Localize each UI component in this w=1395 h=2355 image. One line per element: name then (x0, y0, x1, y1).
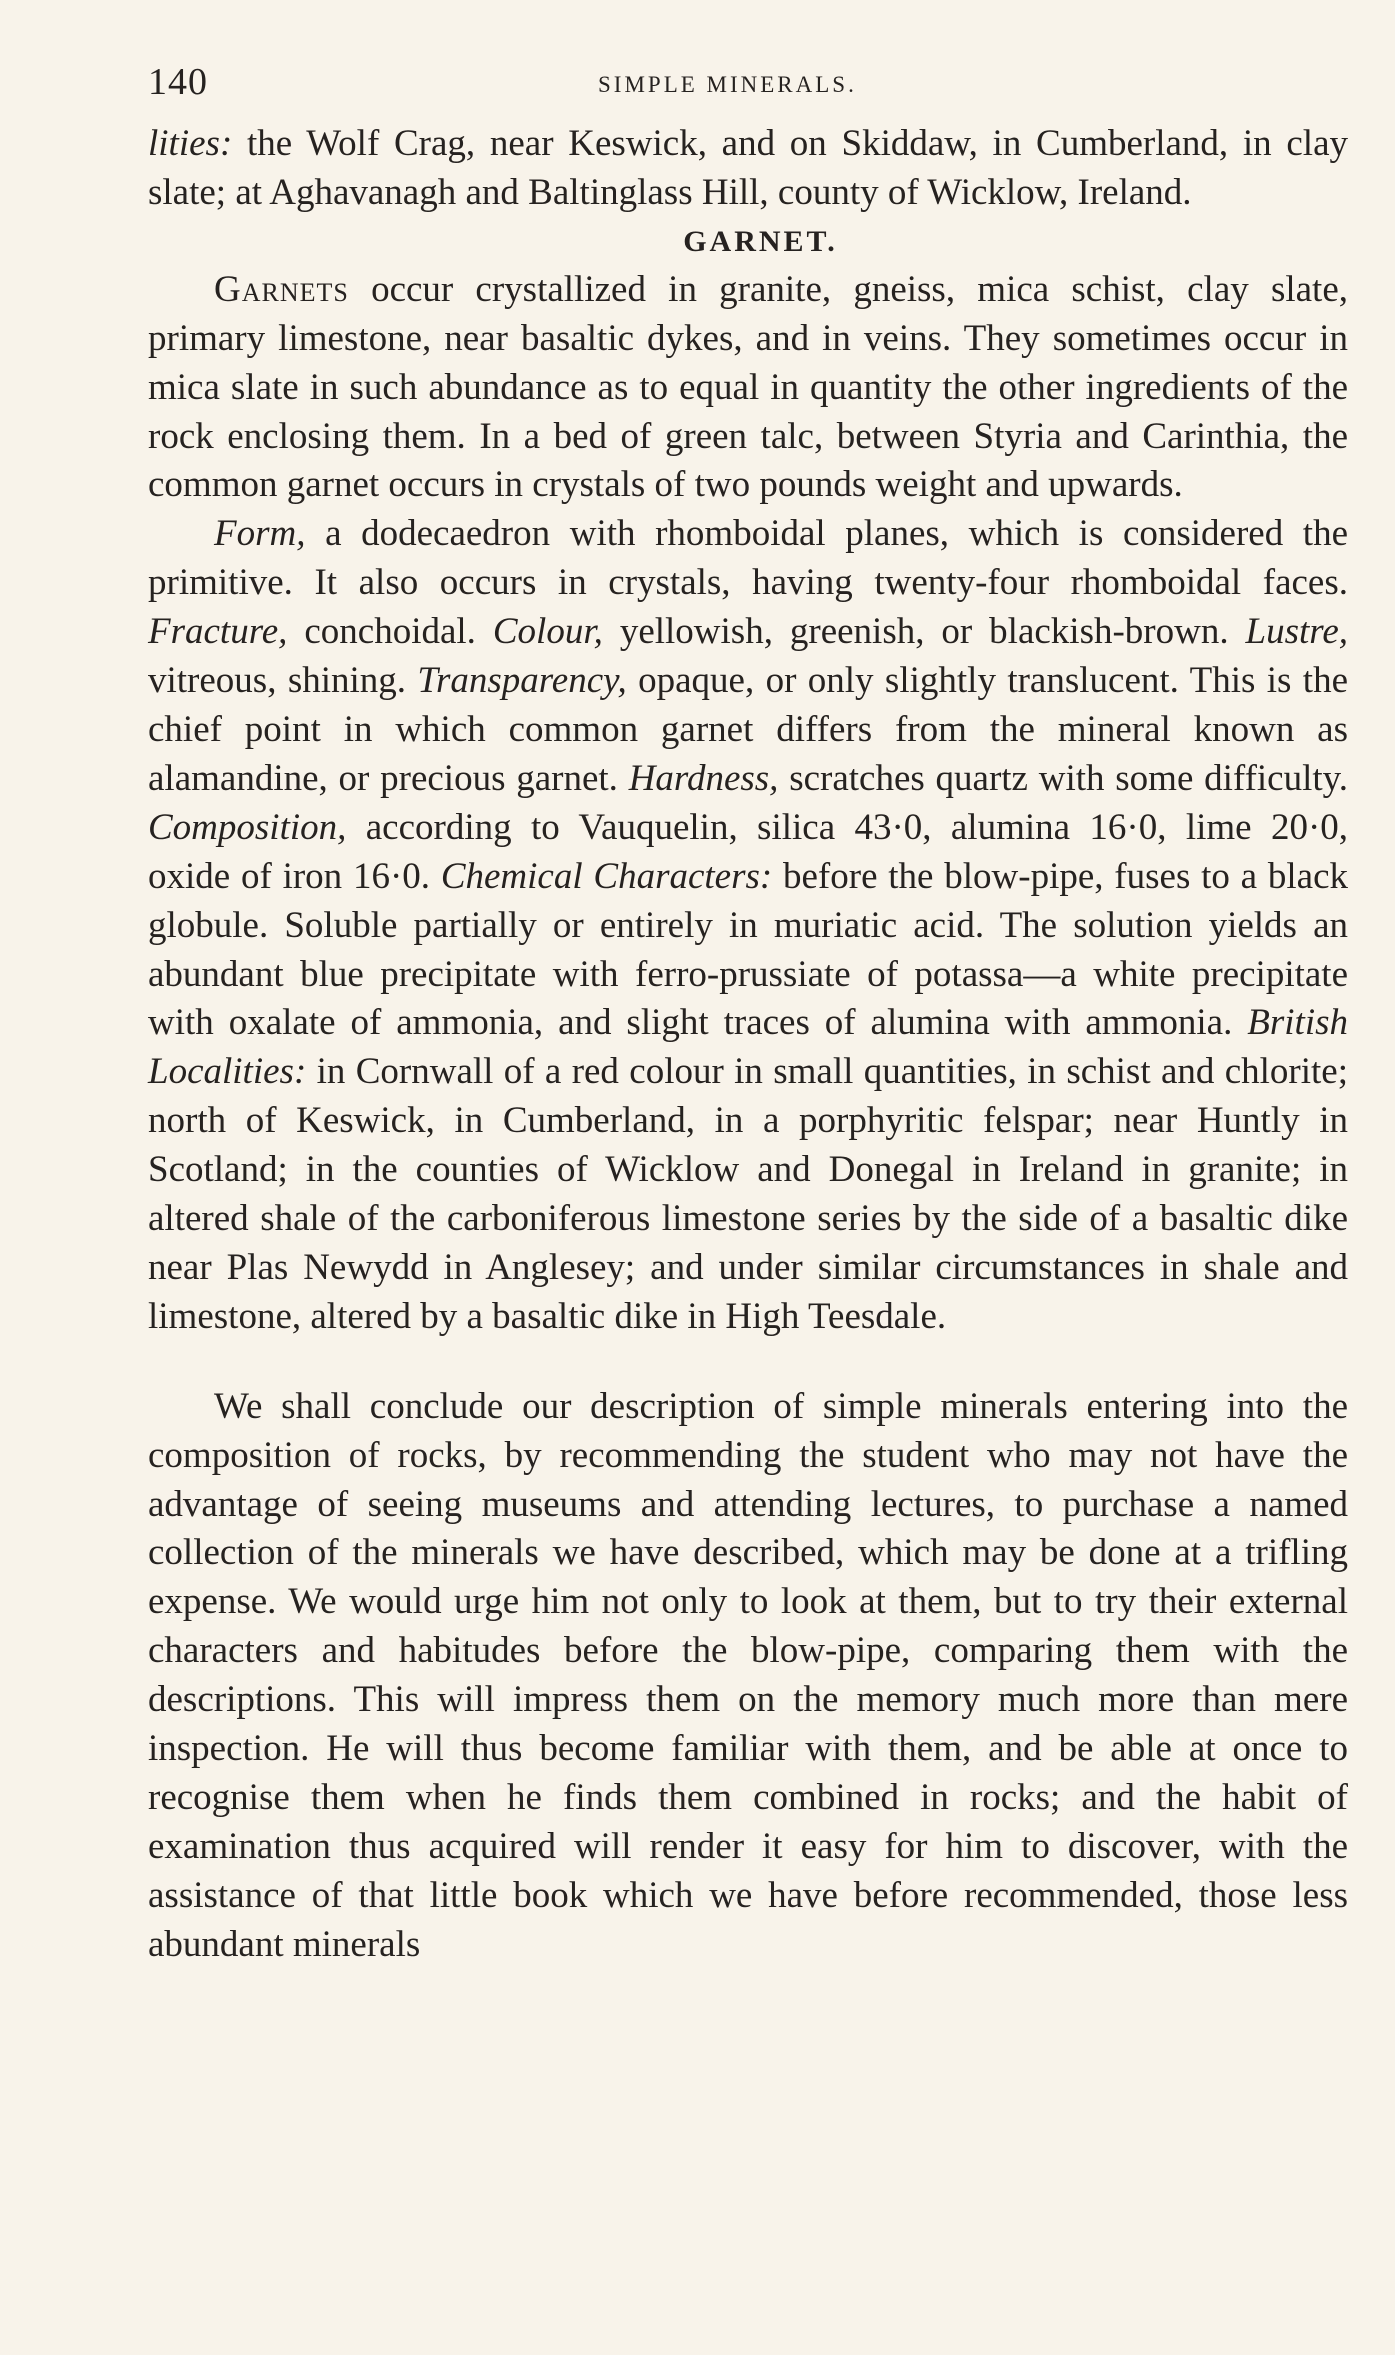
conclusion-paragraph: We shall conclude our description of simple minerals entering into the composition of rocks, by recommending the student who may not have the advantage of seeing museums and attending lectures, to purchase a named collection of the minerals we have described, which may be done at a trifling expense. We would urge him not only to look at them, but to try their external characters and habitudes before the blow-pipe, comparing them with the descriptions. This will impress them on the memory much more than mere inspection. He will thus become familiar with them, and be able at once to recognise them when he finds them combined in rocks; and the habit of examination thus acquired will render it easy for him to discover, with the assistance of that little book which we have before recommended, those less abundant minerals (148, 1385, 1348, 1965)
transparency-text: opaque, or only slightly translucent. This is the chief point in which common garnet differs from the mineral known as alamandine, or precious garnet. (148, 660, 1348, 799)
garnet-lead-word: Garnets (214, 268, 349, 310)
british-localities-text: in Cornwall of a red colour in small quantities, in schist and chlorite; north of Keswick, in Cumberland, in a porphyritic felspar; near Huntly in Scotland; in the counties of Wicklow and Donegal in Ireland in granite; in altered shale of the carboniferous limestone series by the side of a basaltic dike near Plas Newydd in Anglesey; and under similar circumstances in shale and limestone, altered by a basaltic dike in High Teesdale. (148, 1051, 1348, 1337)
form-label: Form, (214, 513, 306, 555)
chemical-text: before the blow-pipe, fuses to a black globule. Soluble partially or entirely in muriatic acid. The solution yields an abundant blue precipitate with ferro-prussiate of potassa—a white precipitate with oxalate of ammonia, and slight traces of alumina with ammonia. (148, 855, 1348, 1044)
localities-label-continued: lities: (148, 123, 233, 164)
hardness-text: scratches quartz with some difficulty. (789, 757, 1349, 799)
composition-label: Composition, (148, 806, 347, 848)
colour-label: Colour, (492, 611, 603, 653)
chemical-label: Chemical Characters: (440, 855, 773, 897)
section-title-garnet: GARNET. (683, 224, 838, 258)
transparency-label: Transparency, (417, 660, 627, 702)
garnet-occurrence-text: occur crystallized in granite, gneiss, mica schist, clay slate, primary limestone, near basaltic dykes, and in veins. They sometimes occur in mica slate in such abundance as to equal in quantity the other ingredients of the rock enclosing them. In a bed of green talc, between Styria and Carinthia, the common garnet occurs in crystals of two pounds weight and upwards. (148, 268, 1349, 506)
page-number: 140 (148, 61, 208, 103)
fracture-text: conchoidal. (304, 611, 476, 653)
paragraph-gap (148, 1342, 1348, 1383)
garnet-paragraph-1 (148, 266, 1348, 511)
lustre-text: vitreous, shining. (148, 660, 407, 702)
british-localities-label: British Localities: (148, 1002, 1349, 1093)
colour-text: yellowish, greenish, or blackish-brown. (619, 611, 1229, 653)
form-text: a dodecaedron with rhomboidal planes, which is considered the primitive. It also occurs in crystals, having twenty-four rhomboidal faces. (148, 513, 1349, 604)
running-title: SIMPLE MINERALS. (598, 72, 857, 97)
book-page (148, 50, 1348, 2340)
hardness-label: Hardness, (628, 757, 779, 799)
page-header (148, 50, 1348, 120)
intro-text: the Wolf Crag, near Keswick, and on Skiddaw, in Cumberland, in clay slate; at Aghavanagh and Baltinglass Hill, county of Wicklow, Ireland. (148, 123, 1349, 213)
garnet-paragraph-2 (148, 510, 1348, 1341)
fracture-label: Fracture, (148, 611, 288, 653)
intro-paragraph (148, 120, 1348, 218)
body-text (148, 120, 1348, 1970)
composition-text: according to Vauquelin, silica 43·0, alumina 16·0, lime 20·0, oxide of iron 16·0. (148, 806, 1349, 897)
lustre-label: Lustre, (1245, 611, 1348, 653)
